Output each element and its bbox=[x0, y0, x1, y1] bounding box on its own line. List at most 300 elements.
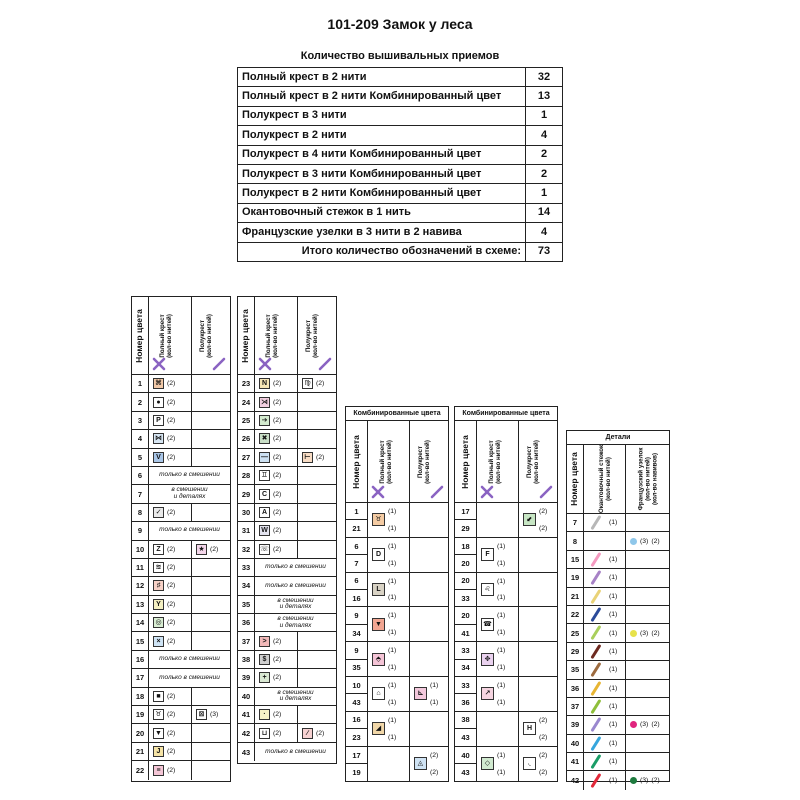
details-row bbox=[567, 698, 669, 716]
half-cross-cell bbox=[519, 538, 557, 572]
legend-row bbox=[238, 485, 336, 503]
stitch-symbol: ♌ bbox=[481, 583, 494, 596]
combined-color-numbers bbox=[455, 607, 477, 641]
thread-count: (2) bbox=[273, 545, 282, 553]
color-number: 6 bbox=[132, 467, 149, 484]
color-number: 32 bbox=[238, 541, 255, 558]
full-cross-cell bbox=[255, 393, 298, 410]
french-knot-title: Французский узелок bbox=[636, 447, 644, 511]
full-cross-header bbox=[149, 297, 192, 374]
thread-count: (1) bbox=[388, 507, 397, 515]
color-number: 7 bbox=[567, 514, 584, 531]
color-number: 16 bbox=[352, 593, 361, 603]
french-knot-cell bbox=[626, 643, 669, 660]
color-number: 36 bbox=[461, 698, 470, 708]
color-number: 19 bbox=[132, 706, 149, 723]
full-cross-cell bbox=[149, 688, 192, 705]
stitch-symbol: ♉ bbox=[153, 709, 164, 720]
legend-row bbox=[238, 559, 336, 577]
backstitch-line-icon bbox=[590, 717, 601, 732]
half-stitch-icon bbox=[539, 485, 553, 499]
usage-note: только в смешении bbox=[159, 655, 220, 663]
details-row bbox=[567, 716, 669, 734]
combined-row bbox=[455, 607, 557, 642]
stitch-symbol: ⋈ bbox=[155, 435, 162, 443]
combined-row bbox=[346, 677, 448, 712]
half-cross-cell bbox=[298, 632, 336, 649]
color-number: 6 bbox=[346, 538, 367, 555]
half-cross-cell bbox=[298, 449, 336, 466]
thread-count: (2) bbox=[539, 507, 548, 515]
half-cross-cell bbox=[298, 375, 336, 392]
legend-row bbox=[238, 375, 336, 393]
legend-row bbox=[238, 412, 336, 430]
full-cross-cell bbox=[149, 541, 192, 558]
summary-label: Французские узелки в 3 нити в 2 навива bbox=[238, 223, 526, 242]
half-cross-cell bbox=[192, 375, 230, 392]
thread-count: (2) bbox=[430, 751, 439, 759]
thread-count: (2) bbox=[210, 545, 219, 553]
summary-row bbox=[238, 126, 563, 145]
color-number: 7 bbox=[132, 485, 149, 502]
color-number: 41 bbox=[461, 628, 470, 638]
backstitch-cell bbox=[584, 624, 626, 641]
combined-color-numbers bbox=[346, 503, 368, 537]
thread-count: (1) bbox=[388, 681, 397, 689]
combined-color-numbers bbox=[346, 642, 368, 676]
backstitch-line-icon bbox=[590, 515, 601, 530]
color-number: 22 bbox=[567, 606, 584, 623]
thread-counts bbox=[497, 573, 505, 607]
combined-row bbox=[455, 573, 557, 608]
full-cross-cell bbox=[477, 747, 519, 782]
half-cross-cell bbox=[298, 412, 336, 429]
color-number-label: Номер цвета bbox=[134, 308, 145, 363]
french-knot-cell bbox=[626, 753, 669, 770]
half-cross-cell bbox=[298, 485, 336, 502]
full-cross-cell bbox=[477, 573, 519, 607]
legend-header bbox=[346, 421, 448, 503]
thread-count: (1) bbox=[497, 612, 506, 620]
backstitch-line-icon bbox=[590, 644, 601, 659]
backstitch-line-icon bbox=[590, 754, 601, 769]
color-number: 40 bbox=[238, 688, 255, 705]
combined-row bbox=[346, 503, 448, 538]
usage-note: только в смешении bbox=[265, 581, 326, 589]
half-cross-title: Полукрест bbox=[417, 445, 425, 478]
thread-count: (2) bbox=[273, 637, 282, 645]
stitch-symbol: A bbox=[259, 507, 270, 518]
half-cross-cell bbox=[192, 541, 230, 558]
stitch-symbol: ↗ bbox=[481, 687, 494, 700]
color-number: 39 bbox=[567, 716, 584, 733]
backstitch-cell bbox=[584, 514, 626, 531]
stitch-symbol: W bbox=[259, 525, 270, 536]
half-cross-cell bbox=[298, 706, 336, 723]
color-number: 20 bbox=[455, 607, 476, 624]
color-number: 36 bbox=[567, 680, 584, 697]
thread-count: (2) bbox=[430, 769, 439, 777]
backstitch-title: Окантовочный стежок bbox=[597, 444, 605, 514]
half-cross-cell bbox=[410, 538, 448, 572]
thread-counts bbox=[388, 503, 396, 537]
stitch-symbol: ◇ bbox=[481, 757, 494, 770]
legend-row bbox=[238, 632, 336, 650]
french-knot-cell bbox=[626, 514, 669, 531]
details-row bbox=[567, 753, 669, 771]
color-number: 8 bbox=[132, 504, 149, 521]
summary-count: 32 bbox=[526, 68, 563, 87]
french-knot-wraps: (кол-во навивов) bbox=[651, 452, 659, 506]
thread-counts bbox=[497, 642, 505, 676]
color-number: 19 bbox=[352, 768, 361, 778]
stitch-symbol: ⌂ bbox=[372, 687, 385, 700]
legend-row bbox=[238, 504, 336, 522]
full-cross-cell bbox=[477, 642, 519, 676]
combined-color-numbers bbox=[346, 712, 368, 746]
details-row bbox=[567, 514, 669, 532]
thread-count: (2) bbox=[167, 435, 176, 443]
summary-label: Полукрест в 2 нити bbox=[238, 126, 526, 145]
thread-count: (1) bbox=[388, 716, 397, 724]
thread-count: (1) bbox=[497, 629, 506, 637]
legend-row bbox=[132, 559, 230, 577]
color-number: 25 bbox=[567, 624, 584, 641]
thread-count: (2) bbox=[273, 656, 282, 664]
full-cross-cell bbox=[368, 712, 410, 746]
legend-row bbox=[132, 688, 230, 706]
backstitch-cell bbox=[584, 588, 626, 605]
full-cross-cell bbox=[255, 504, 298, 521]
summary-count: 1 bbox=[526, 106, 563, 125]
french-knot-dot-icon bbox=[630, 538, 637, 545]
color-number: 31 bbox=[238, 522, 255, 539]
thread-count: (2) bbox=[316, 453, 325, 461]
half-cross-cell bbox=[298, 504, 336, 521]
legend-header bbox=[455, 421, 557, 503]
half-cross-cell bbox=[192, 559, 230, 576]
legend-table-2 bbox=[237, 296, 337, 764]
color-number-header bbox=[238, 297, 255, 374]
backstitch-line-icon bbox=[590, 607, 601, 622]
summary-count: 4 bbox=[526, 126, 563, 145]
thread-count: (2) bbox=[273, 711, 282, 719]
stitch-symbol: — bbox=[261, 453, 268, 461]
thread-count: (2) bbox=[273, 674, 282, 682]
combined-color-numbers bbox=[455, 642, 477, 676]
legend-table-1 bbox=[131, 296, 231, 782]
summary-count: 14 bbox=[526, 203, 563, 222]
full-cross-cell bbox=[255, 449, 298, 466]
thread-counts bbox=[388, 642, 396, 676]
combined-row bbox=[455, 538, 557, 573]
french-knot-cell bbox=[626, 569, 669, 586]
full-cross-cell bbox=[149, 393, 192, 410]
thread-count: (2) bbox=[167, 711, 176, 719]
legend-header bbox=[238, 297, 336, 375]
color-number: 40 bbox=[455, 747, 476, 765]
thread-count: (1) bbox=[609, 592, 618, 600]
french-knot-dot-icon bbox=[630, 630, 637, 637]
thread-count: (2) bbox=[167, 600, 176, 608]
backstitch-cell bbox=[584, 680, 626, 697]
stitch-symbol: Z bbox=[153, 544, 164, 555]
backstitch-cell bbox=[584, 532, 626, 549]
half-cross-label bbox=[526, 440, 540, 484]
thread-count: (3) bbox=[640, 537, 649, 545]
thread-count: (2) bbox=[539, 769, 548, 777]
french-knot-label bbox=[637, 448, 658, 511]
backstitch-line-icon bbox=[590, 662, 601, 677]
stitch-symbol: ♊ bbox=[259, 470, 270, 481]
summary-row bbox=[238, 68, 563, 87]
stitch-symbol: ⊠ bbox=[196, 709, 207, 720]
color-number: 2 bbox=[132, 393, 149, 410]
details-row bbox=[567, 551, 669, 569]
stitch-symbol: $ bbox=[259, 654, 270, 665]
full-cross-cell bbox=[255, 706, 298, 723]
thread-count: (2) bbox=[167, 582, 176, 590]
half-cross-cell bbox=[298, 467, 336, 484]
color-number: 21 bbox=[567, 588, 584, 605]
combined-colors-table-2 bbox=[454, 406, 558, 782]
full-cross-cell bbox=[255, 522, 298, 539]
backstitch-cell bbox=[584, 551, 626, 568]
color-number-header bbox=[346, 421, 368, 502]
stitch-symbol: ■ bbox=[153, 691, 164, 702]
thread-count: (1) bbox=[609, 555, 618, 563]
thread-count: (1) bbox=[388, 733, 397, 741]
combined-color-numbers bbox=[346, 538, 368, 572]
thread-count: (1) bbox=[430, 698, 439, 706]
stitch-symbol: H bbox=[523, 722, 536, 735]
details-row bbox=[567, 771, 669, 789]
french-knot-dot-icon bbox=[630, 721, 637, 728]
color-number: 29 bbox=[461, 524, 470, 534]
legend-row bbox=[238, 393, 336, 411]
color-number: 37 bbox=[567, 698, 584, 715]
thread-count: (1) bbox=[497, 647, 506, 655]
color-number: 30 bbox=[238, 504, 255, 521]
stitch-symbol: ⬋ bbox=[523, 513, 536, 526]
thread-count: (1) bbox=[609, 777, 618, 785]
color-number: 7 bbox=[354, 558, 359, 568]
color-number: 20 bbox=[132, 724, 149, 741]
stitch-symbol: ◟ bbox=[523, 757, 536, 770]
color-number: 34 bbox=[238, 577, 255, 594]
summary-row bbox=[238, 184, 563, 203]
legend-row bbox=[132, 614, 230, 632]
full-cross-title: Полный крест bbox=[488, 439, 496, 484]
stitch-symbol: ● bbox=[153, 397, 164, 408]
full-cross-cell bbox=[149, 430, 192, 447]
thread-count: (2) bbox=[167, 453, 176, 461]
summary-row bbox=[238, 203, 563, 222]
thread-count: (1) bbox=[609, 758, 618, 766]
legend-row bbox=[132, 577, 230, 595]
summary-row bbox=[238, 87, 563, 106]
thread-count: (1) bbox=[609, 666, 618, 674]
combined-row bbox=[455, 677, 557, 712]
summary-row bbox=[238, 223, 563, 242]
half-cross-cell bbox=[519, 607, 557, 641]
full-cross-label bbox=[379, 440, 393, 484]
legend-row bbox=[238, 614, 336, 632]
half-cross-cell bbox=[192, 614, 230, 631]
thread-count: (2) bbox=[316, 380, 325, 388]
full-cross-threads: (кол-во нитей) bbox=[165, 313, 173, 358]
full-cross-cell bbox=[477, 677, 519, 711]
thread-count: (1) bbox=[497, 769, 506, 777]
color-number: 35 bbox=[238, 596, 255, 613]
backstitch-cell bbox=[584, 643, 626, 660]
half-cross-cell bbox=[192, 761, 230, 779]
legend-row bbox=[132, 724, 230, 742]
backstitch-cell bbox=[584, 771, 626, 789]
color-number: 33 bbox=[455, 642, 476, 659]
half-cross-header bbox=[192, 297, 230, 374]
color-number: 3 bbox=[132, 412, 149, 429]
combined-row bbox=[346, 573, 448, 608]
details-row bbox=[567, 588, 669, 606]
french-knot-cell bbox=[626, 698, 669, 715]
thread-count: (1) bbox=[388, 629, 397, 637]
color-number: 6 bbox=[346, 573, 367, 590]
combined-color-numbers bbox=[346, 573, 368, 607]
stitch-symbol: ♉ bbox=[372, 513, 385, 526]
legend-row bbox=[132, 430, 230, 448]
thread-count: (1) bbox=[497, 664, 506, 672]
half-cross-label bbox=[305, 314, 319, 358]
half-cross-cell bbox=[192, 412, 230, 429]
full-cross-cell bbox=[368, 642, 410, 676]
thread-count: (2) bbox=[167, 729, 176, 737]
stitch-symbol: ⌘ bbox=[153, 378, 164, 389]
usage-note: только в смешении bbox=[159, 526, 220, 534]
half-cross-cell bbox=[192, 688, 230, 705]
full-cross-header bbox=[368, 421, 410, 502]
stitch-symbol: C bbox=[259, 489, 270, 500]
wrap-count: (2) bbox=[651, 629, 660, 637]
thread-counts bbox=[388, 677, 396, 711]
half-cross-cell bbox=[519, 712, 557, 746]
stitch-symbol: ≡ bbox=[153, 765, 164, 776]
thread-counts bbox=[539, 712, 547, 746]
thread-count: (1) bbox=[497, 577, 506, 585]
thread-counts bbox=[388, 538, 396, 572]
color-number: 25 bbox=[238, 412, 255, 429]
half-cross-cell bbox=[410, 712, 448, 746]
full-cross-cell bbox=[149, 412, 192, 429]
half-cross-threads: (кол-во нитей) bbox=[205, 313, 213, 358]
stitch-symbol: ⬘ bbox=[372, 653, 385, 666]
backstitch-line-icon bbox=[590, 570, 601, 585]
summary-subtitle: Количество вышивальных приемов bbox=[300, 50, 500, 62]
legend-row bbox=[132, 743, 230, 761]
legend-row bbox=[132, 393, 230, 411]
backstitch-line-icon bbox=[590, 699, 601, 714]
french-knot-cell bbox=[626, 624, 669, 641]
half-cross-cell bbox=[410, 573, 448, 607]
thread-count: (3) bbox=[640, 777, 649, 785]
legend-row bbox=[132, 669, 230, 687]
thread-count: (1) bbox=[497, 698, 506, 706]
half-cross-cell bbox=[192, 577, 230, 594]
summary-row bbox=[238, 164, 563, 183]
summary-total-row bbox=[238, 242, 563, 261]
combined-color-numbers bbox=[455, 712, 477, 746]
color-number: 35 bbox=[352, 663, 361, 673]
combined-row bbox=[455, 503, 557, 538]
full-cross-cell bbox=[255, 632, 298, 649]
legend-row bbox=[132, 651, 230, 669]
full-cross-cell bbox=[149, 724, 192, 741]
backstitch-header bbox=[584, 445, 626, 513]
cross-stitch-icon bbox=[152, 357, 166, 371]
summary-total-count: 73 bbox=[526, 242, 563, 261]
stitch-symbol: ⋊ bbox=[261, 398, 268, 406]
half-cross-header bbox=[298, 297, 336, 374]
stitch-symbol: > bbox=[259, 636, 270, 647]
backstitch-cell bbox=[584, 716, 626, 733]
usage-note: в смешении и деталях bbox=[171, 486, 208, 501]
thread-count: (1) bbox=[609, 611, 618, 619]
backstitch-cell bbox=[584, 661, 626, 678]
half-cross-cell bbox=[192, 743, 230, 760]
half-cross-cell bbox=[298, 393, 336, 410]
backstitch-line-icon bbox=[590, 681, 601, 696]
backstitch-cell bbox=[584, 735, 626, 752]
legend-row bbox=[238, 541, 336, 559]
half-cross-cell bbox=[192, 596, 230, 613]
summary-label: Полукрест в 3 нити bbox=[238, 106, 526, 125]
half-cross-cell bbox=[410, 747, 448, 782]
thread-count: (2) bbox=[167, 508, 176, 516]
color-number: 26 bbox=[238, 430, 255, 447]
thread-count: (2) bbox=[273, 453, 282, 461]
full-cross-cell bbox=[368, 747, 410, 782]
color-number: 16 bbox=[346, 712, 367, 729]
thread-count: (1) bbox=[388, 524, 397, 532]
combined-row bbox=[455, 747, 557, 782]
color-number: 8 bbox=[567, 532, 584, 549]
full-cross-cell bbox=[368, 538, 410, 572]
half-cross-label bbox=[199, 314, 213, 358]
backstitch-line-icon bbox=[590, 625, 601, 640]
half-cross-title: Полукрест bbox=[526, 445, 534, 478]
color-number: 22 bbox=[132, 761, 149, 779]
usage-note: в смешении и деталях bbox=[277, 596, 314, 611]
thread-counts bbox=[430, 677, 438, 711]
color-number: 41 bbox=[567, 753, 584, 770]
half-stitch-icon bbox=[430, 485, 444, 499]
color-number: 29 bbox=[567, 643, 584, 660]
combined-color-numbers bbox=[455, 573, 477, 607]
thread-count: (2) bbox=[539, 751, 548, 759]
combined-color-numbers bbox=[455, 503, 477, 537]
combined-row bbox=[346, 607, 448, 642]
half-cross-cell bbox=[298, 669, 336, 686]
french-knot-cell bbox=[626, 532, 669, 549]
full-cross-cell bbox=[149, 504, 192, 521]
full-cross-cell bbox=[149, 706, 192, 723]
color-number: 36 bbox=[238, 614, 255, 631]
color-number: 29 bbox=[238, 485, 255, 502]
stitch-symbol: ◎ bbox=[153, 617, 164, 628]
half-cross-cell bbox=[298, 651, 336, 668]
legend-row bbox=[132, 375, 230, 393]
thread-count: (2) bbox=[167, 564, 176, 572]
